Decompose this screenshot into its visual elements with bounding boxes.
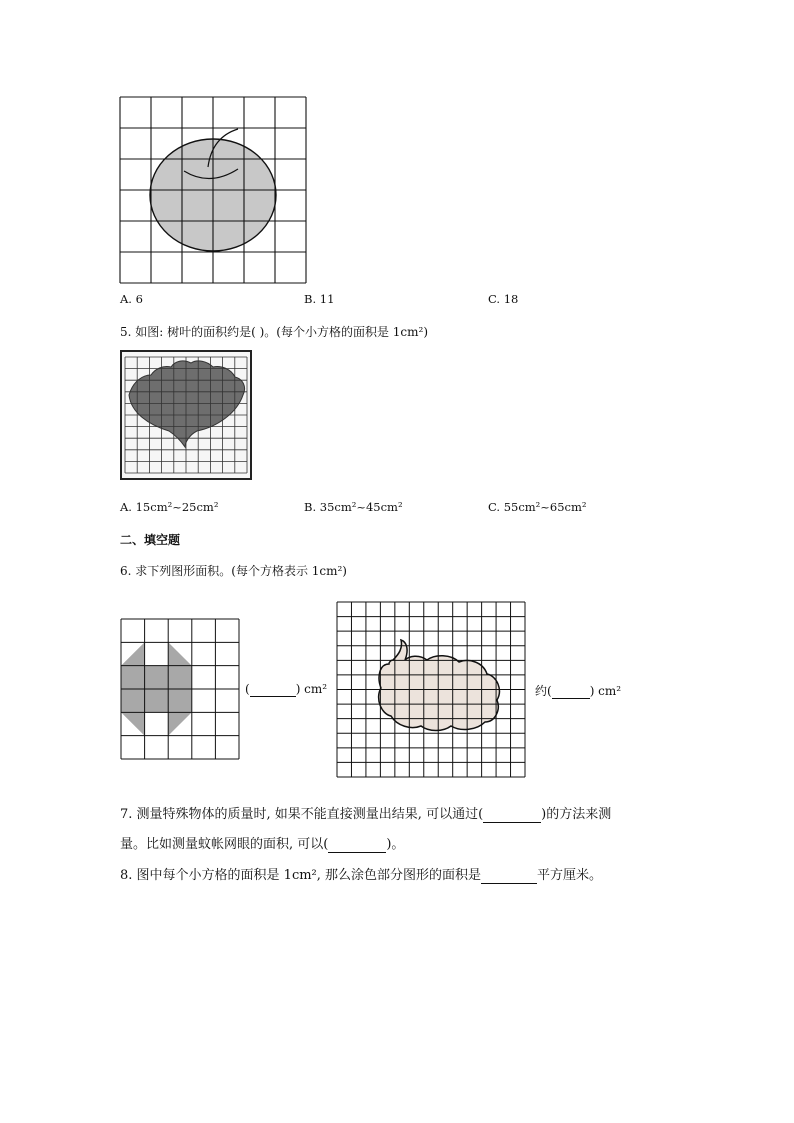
q4-option-a[interactable]: A. 6	[120, 292, 143, 306]
q7-blank-2[interactable]	[328, 837, 386, 853]
leaf-grid-figure	[121, 351, 251, 479]
q6-stem: 6. 求下列图形面积。(每个方格表示 1cm²)	[120, 564, 347, 578]
q5-option-c[interactable]: C. 55cm²~65cm²	[488, 500, 587, 514]
q6-answer-1: ( ) cm²	[245, 682, 328, 696]
q8-blank[interactable]	[481, 868, 537, 884]
q7-blank-1[interactable]	[483, 807, 541, 823]
section-title: 二、填空题	[120, 533, 181, 547]
q5-option-b[interactable]: B. 35cm²~45cm²	[304, 500, 403, 514]
q4-option-b[interactable]: B. 11	[304, 292, 335, 306]
q6-polygon-grid-figure	[121, 619, 239, 759]
q6-answer-2-blank[interactable]	[552, 684, 590, 699]
q6-cloud-grid-figure	[337, 602, 525, 777]
q5-stem: 5. 如图: 树叶的面积约是( )。(每个小方格的面积是 1cm²)	[120, 325, 429, 339]
q7-line-2: 量。比如测量蚊帐网眼的面积, 可以( )。	[120, 837, 405, 852]
apple-grid-figure	[120, 97, 306, 283]
q6-answer-2: 约( ) cm²	[535, 684, 622, 698]
q6-answer-1-blank[interactable]	[250, 682, 296, 697]
q5-option-a[interactable]: A. 15cm²~25cm²	[120, 500, 219, 514]
q8-line: 8. 图中每个小方格的面积是 1cm², 那么涂色部分图形的面积是 平方厘米。	[120, 868, 603, 883]
q4-option-c[interactable]: C. 18	[488, 292, 519, 306]
q7-line-1: 7. 测量特殊物体的质量时, 如果不能直接测量出结果, 可以通过( )的方法来测	[120, 807, 612, 822]
shaded-polygon-upper	[145, 642, 169, 665]
